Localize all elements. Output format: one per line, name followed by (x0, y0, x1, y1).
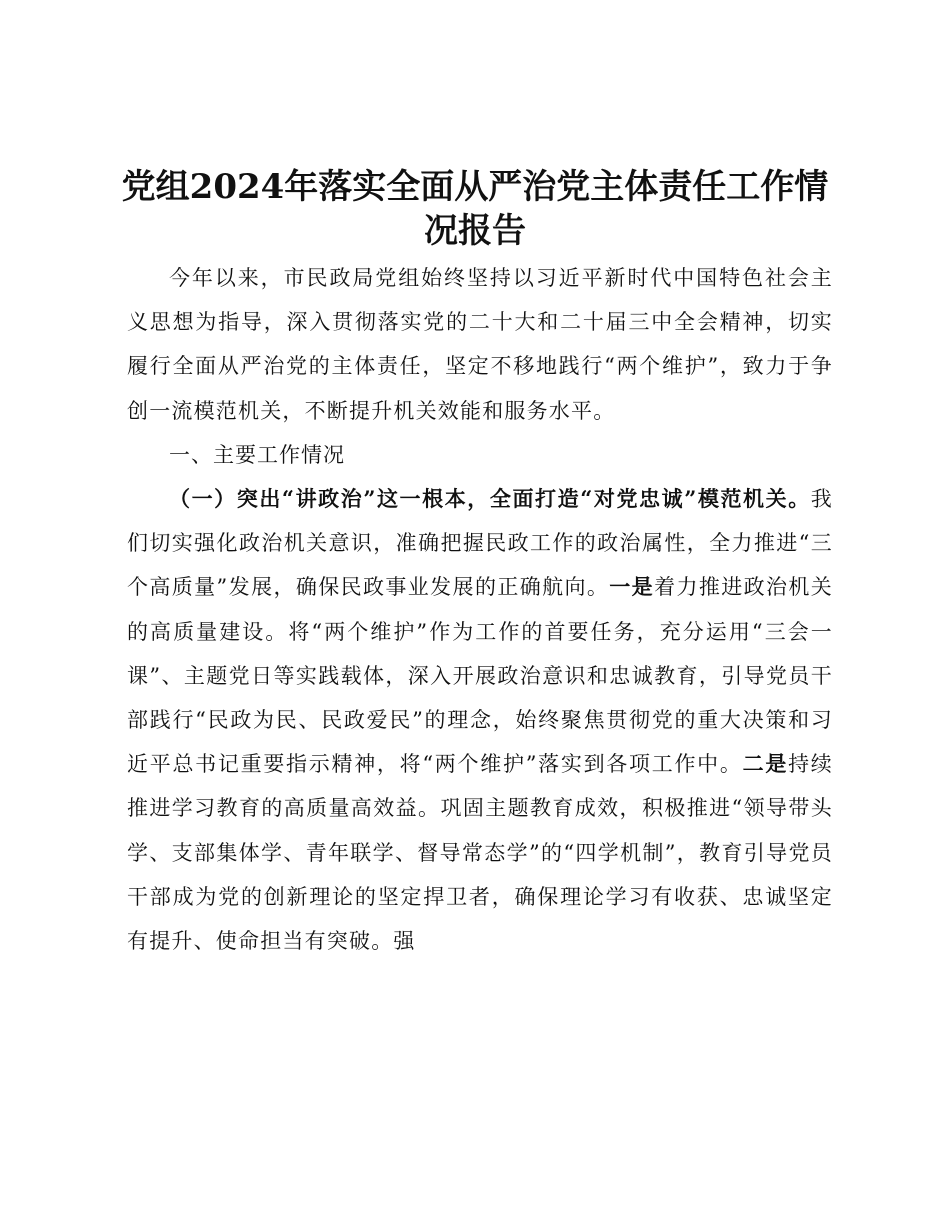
subsection-text-c: 持续推进学习教育的高质量高效益。巩固主题教育成效，积极推进“领导带头学、支部集体学、青年联学、督导常态学”的“四学机制”，教育引导党员干部成为党的创新理论的坚定捍卫者，确保理论学习有收获、忠诚坚定有提升、使命担当有突破。 (127, 752, 833, 954)
point-marker-2: 二是 (742, 751, 789, 777)
section-heading: 一、主要工作情况 (169, 442, 345, 467)
point-marker-1: 一是 (609, 574, 655, 600)
subsection-text-a: 我们切实强化政治机关意识，准确把握民政工作的政治属性，全力推进“三个高质量”发展，确保民政事业发展的正确航向。 (127, 487, 833, 600)
document-body (127, 256, 833, 963)
subsection-heading: （一）突出“讲政治”这一根本，全面打造“对党忠诚”模范机关。 (169, 486, 811, 512)
subsection-text-b: 着力推进政治机关的高质量建设。将“两个维护”作为工作的首要任务，充分运用“三会一课”、主题党日等实践载体，深入开展政治意识和忠诚教育，引导党员干部践行“民政为民、民政爱民”的理念，始终聚焦贯彻党的重大决策和习近平总书记重要指示精神，将“两个维护”落实到各项工作中。 (127, 575, 833, 777)
subsection-text-d: 强 (393, 929, 416, 954)
intro-paragraph: 今年以来，市民政局党组始终坚持以习近平新时代中国特色社会主义思想为指导，深入贯彻落实党的二十大和二十届三中全会精神，切实履行全面从严治党的主体责任，坚定不移地践行“两个维护”，致力于争创一流模范机关，不断提升机关效能和服务水平。 (127, 266, 833, 423)
subsection-paragraph (127, 477, 833, 963)
document-title: 党组2024年落实全面从严治党主体责任工作情况报告 (121, 167, 829, 251)
